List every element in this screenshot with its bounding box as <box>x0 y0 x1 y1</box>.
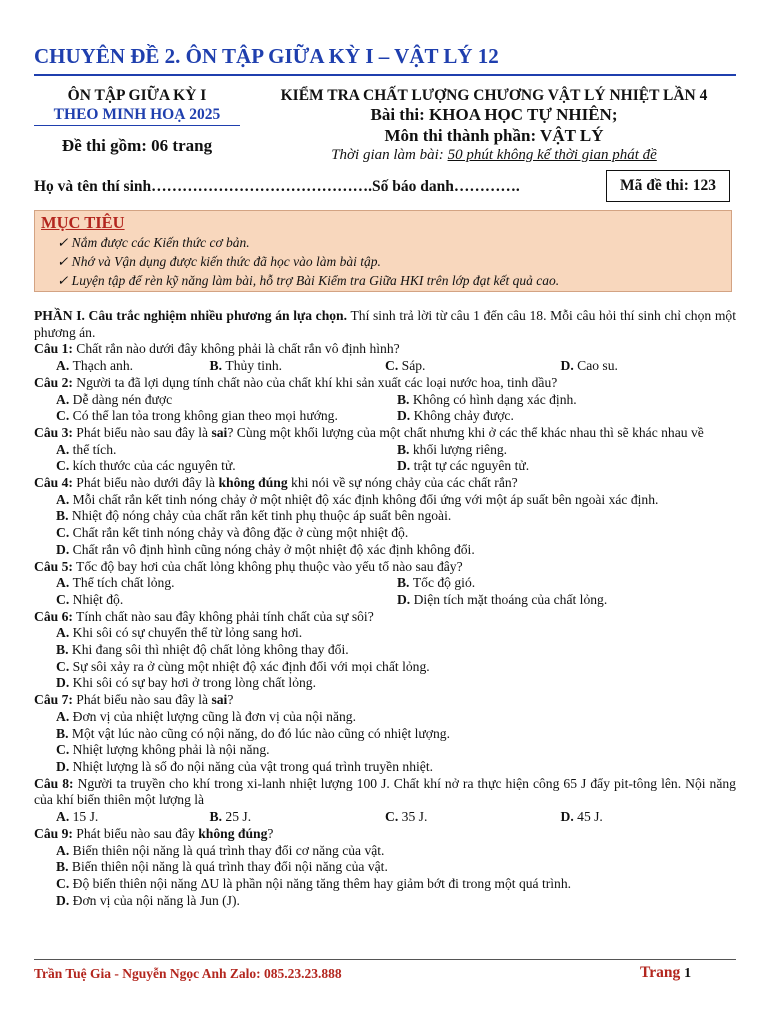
options-row <box>34 726 736 743</box>
question-emphasis: không đúng <box>198 825 268 841</box>
review-label: ÔN TẬP GIỮA KỲ I <box>67 87 207 104</box>
question-label: Câu 8: <box>34 775 74 791</box>
question-text: Phát biểu nào sau đây là <box>72 424 212 440</box>
options-row <box>34 592 736 609</box>
option-d: D. Khi sôi có sự bay hơi ở trong lòng chất lỏng. <box>56 675 316 691</box>
footer-authors: Trần Tuệ Gia - Nguyễn Ngọc Anh Zalo: 085.23.23.888 <box>34 966 342 981</box>
options-row <box>34 859 736 876</box>
question-9 <box>34 826 736 843</box>
options-row <box>34 542 736 559</box>
goal-item: ✓ Nhớ và Vận dụng được kiến thức đã học vào làm bài tập. <box>57 254 381 269</box>
option-a: A. Thể tích chất lỏng. <box>56 575 175 591</box>
option-c: C. Có thể lan tỏa trong không gian theo mọi hướng. <box>56 408 338 424</box>
part1-instruction: Thí sinh trả lời từ câu 1 đến câu 18. Mỗi câu hỏi thí sinh chỉ chọn một phương án. <box>34 308 737 340</box>
option-d: D. Chất rắn vô định hình cũng nóng chảy ở một nhiệt độ xác định không đổi. <box>56 541 475 557</box>
topic-title: CHUYÊN ĐỀ 2. ÔN TẬP GIỮA KỲ I – VẬT LÝ 12 <box>34 44 499 68</box>
question-text: Chất rắn nào dưới đây không phải là chất rắn vô định hình? <box>72 341 400 357</box>
footer-divider <box>34 959 736 960</box>
option-c: C. Sự sôi xảy ra ở cùng một nhiệt độ xác định đối với mọi chất lỏng. <box>56 658 430 674</box>
options-row <box>34 843 736 860</box>
questions-section <box>34 308 736 909</box>
options-row <box>34 392 736 409</box>
candidate-name-line: Họ và tên thí sinh…………………………………….Số báo danh…………. <box>34 178 520 195</box>
option-c: C. kích thước của các nguyên tử. <box>56 458 236 474</box>
option-c: C. Chất rắn kết tinh nóng chảy và đông đặc ở cùng một nhiệt độ. <box>56 525 409 541</box>
options-row <box>34 575 736 592</box>
option-d: D. Nhiệt lượng là số đo nội năng của vật trong quá trình truyền nhiệt. <box>56 758 433 774</box>
page-label: Trang <box>640 964 685 981</box>
question-label: Câu 1: <box>34 341 73 357</box>
question-8 <box>34 776 736 809</box>
option-d: D. Cao su. <box>560 358 618 374</box>
page-number: 1 <box>684 966 692 981</box>
option-d: D. Diện tích mặt thoáng của chất lỏng. <box>396 591 608 607</box>
option-a: A. Biến thiên nội năng là quá trình thay đổi cơ năng của vật. <box>56 842 385 858</box>
question-3 <box>34 425 736 442</box>
question-label: Câu 3: <box>34 424 73 440</box>
question-text: Phát biểu nào sau đây <box>72 825 199 841</box>
option-b: B. Thủy tinh. <box>209 358 283 374</box>
option-b: B. khối lượng riêng. <box>396 441 508 457</box>
options-row <box>34 492 736 509</box>
option-b: B. Không có hình dạng xác định. <box>396 391 577 407</box>
page-count: Đề thi gồm: 06 trang <box>61 136 213 155</box>
question-emphasis: không đúng <box>218 475 288 491</box>
option-a: A. 15 J. <box>56 809 99 825</box>
exam-component: Môn thi thành phần: VẬT LÝ <box>384 126 604 145</box>
question-label: Câu 5: <box>34 558 73 574</box>
topic-divider <box>34 74 736 76</box>
option-c: C. Nhiệt lượng không phải là nội năng. <box>56 742 270 758</box>
options-row <box>34 625 736 642</box>
options-row <box>34 408 736 425</box>
option-b: B. Nhiệt độ nóng chảy của chất rắn kết tinh phụ thuộc áp suất bên ngoài. <box>56 508 452 524</box>
question-1 <box>34 341 736 358</box>
question-text: Tốc độ bay hơi của chất lỏng không phụ thuộc vào yếu tố nào sau đây? <box>72 558 463 574</box>
goal-item: ✓ Nắm được các Kiến thức cơ bản. <box>57 235 250 250</box>
options-row <box>34 442 736 459</box>
option-a: A. thể tích. <box>56 441 117 457</box>
template-underline <box>34 125 240 126</box>
options-row <box>34 642 736 659</box>
header-left-block <box>34 86 240 156</box>
question-7 <box>34 692 736 709</box>
options-row <box>34 659 736 676</box>
option-a: A. Thạch anh. <box>56 358 134 374</box>
options-row <box>34 675 736 692</box>
option-c: C. Độ biến thiên nội năng ΔU là phần nội năng tăng thêm hay giảm bớt đi trong một quá trình. <box>56 875 572 891</box>
question-emphasis: sai <box>211 424 228 440</box>
time-value: 50 phút không kể thời gian phát đề <box>447 147 657 163</box>
options-row <box>34 525 736 542</box>
option-a: A. Mỗi chất rắn kết tinh nóng chảy ở một nhiệt độ xác định không đổi ứng với một áp suất bên ngoài xác định. <box>56 491 659 507</box>
header-right-block <box>246 86 742 164</box>
goals-box <box>34 210 732 292</box>
option-b: B. Biến thiên nội năng là quá trình thay đổi nội năng của vật. <box>56 859 388 875</box>
question-text: ? <box>227 692 234 708</box>
option-c: C. 35 J. <box>385 809 428 825</box>
options-row <box>34 876 736 893</box>
option-c: C. Sáp. <box>385 358 426 374</box>
question-text: Phát biểu nào sau đây là <box>72 692 212 708</box>
question-text: ? <box>267 825 274 841</box>
options-row <box>34 358 736 375</box>
options-row <box>34 508 736 525</box>
question-label: Câu 6: <box>34 608 73 624</box>
option-d: D. trật tự các nguyên tử. <box>396 458 530 474</box>
question-text: khi nói về sự nóng chảy của các chất rắn? <box>287 475 518 491</box>
option-a: A. Đơn vị của nhiệt lượng cũng là đơn vị của nội năng. <box>56 708 357 724</box>
options-row <box>34 742 736 759</box>
options-row <box>34 893 736 910</box>
question-4 <box>34 475 736 492</box>
option-b: B. 25 J. <box>209 809 252 825</box>
question-label: Câu 9: <box>34 825 73 841</box>
options-row <box>34 458 736 475</box>
option-c: C. Nhiệt độ. <box>56 591 124 607</box>
question-emphasis: sai <box>211 692 228 708</box>
option-b: B. Khi đang sôi thì nhiệt độ chất lỏng không thay đổi. <box>56 642 349 658</box>
question-6 <box>34 609 736 626</box>
exam-title: KIỂM TRA CHẤT LƯỢNG CHƯƠNG VẬT LÝ NHIỆT LẦN 4 <box>280 87 708 104</box>
option-a: A. Dễ dàng nén được <box>56 391 173 407</box>
goal-item: ✓ Luyện tập để rèn kỹ năng làm bài, hỗ trợ Bài Kiểm tra Giữa HKI trên lớp đạt kết quả cao. <box>57 273 560 288</box>
question-text: Người ta truyền cho khí trong xi-lanh nhiệt lượng 100 J. Chất khí nở ra thực hiện công 65 J đẩy pit-tông lên. Nội năng của khí biến thiên một lượng là <box>34 775 736 808</box>
question-label: Câu 2: <box>34 374 73 390</box>
option-b: B. Một vật lúc nào cũng có nội năng, do đó lúc nào cũng có nhiệt lượng. <box>56 725 450 741</box>
question-label: Câu 4: <box>34 475 73 491</box>
part1-title: PHẦN I. Câu trắc nghiệm nhiều phương án lựa chọn. <box>34 308 348 323</box>
exam-time <box>246 147 742 164</box>
options-row <box>34 809 736 826</box>
question-text: Phát biểu nào dưới đây là <box>72 475 219 491</box>
question-2 <box>34 375 736 392</box>
option-a: A. Khi sôi có sự chuyển thể từ lỏng sang hơi. <box>56 625 303 641</box>
question-5 <box>34 559 736 576</box>
option-d: D. Không chảy được. <box>396 408 514 424</box>
option-d: D. 45 J. <box>560 809 603 825</box>
question-text: ? Cùng một khối lượng của một chất nhưng khi ở các thể khác nhau thì sẽ khác nhau về <box>227 424 704 440</box>
options-row <box>34 709 736 726</box>
part1-intro <box>34 308 736 341</box>
exam-code-box: Mã đề thi: 123 <box>606 170 730 202</box>
goals-title: MỤC TIÊU <box>41 213 125 232</box>
option-b: B. Tốc độ gió. <box>396 575 476 591</box>
question-label: Câu 7: <box>34 692 73 708</box>
option-d: D. Đơn vị của nội năng là Jun (J). <box>56 892 240 908</box>
exam-subject: Bài thi: KHOA HỌC TỰ NHIÊN; <box>370 105 618 124</box>
question-text: Tính chất nào sau đây không phải tính chất của sự sôi? <box>72 608 374 624</box>
template-label: THEO MINH HOẠ 2025 <box>53 106 221 123</box>
options-row <box>34 759 736 776</box>
time-label: Thời gian làm bài: <box>331 147 448 163</box>
question-text: Người ta đã lợi dụng tính chất nào của chất khí khi sản xuất các loại nước hoa, tinh dầu? <box>72 374 558 390</box>
footer-page <box>640 964 691 982</box>
